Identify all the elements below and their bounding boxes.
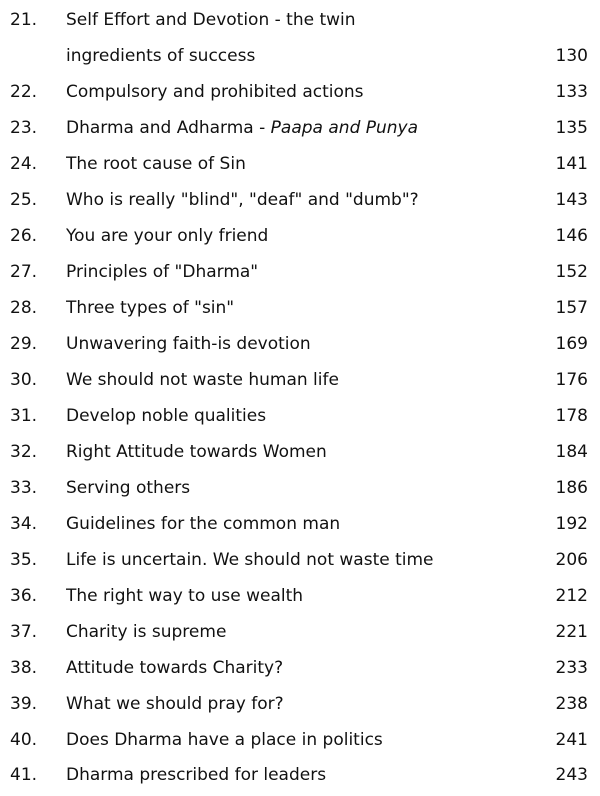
entry-page-number: 192: [555, 514, 588, 534]
toc-entry-21-line-2: [0, 38, 600, 74]
entry-page-number: 169: [555, 334, 588, 354]
entry-number: 31.: [10, 406, 38, 426]
entry-title: Develop noble qualities: [66, 406, 267, 426]
entry-number: 24.: [10, 154, 38, 174]
entry-number: 22.: [10, 82, 38, 102]
entry-page-number: 176: [555, 370, 588, 390]
toc-entry-28: [0, 290, 600, 326]
toc-entry-40: [0, 722, 600, 758]
entry-title: Right Attitude towards Women: [66, 442, 327, 462]
toc-entry-35: [0, 542, 600, 578]
toc-entry-22: [0, 74, 600, 110]
entry-title: You are your only friend: [66, 226, 269, 246]
toc-entry-34: [0, 506, 600, 542]
toc-entry-32: [0, 434, 600, 470]
entry-title: Principles of "Dharma": [66, 262, 259, 282]
entry-title: The root cause of Sin: [66, 154, 246, 174]
entry-title-italic: Paapa and Punya: [270, 118, 419, 138]
entry-page-number: 146: [555, 226, 588, 246]
entry-page-number: 241: [555, 730, 588, 750]
entry-title: Life is uncertain. We should not waste time: [66, 550, 434, 570]
entry-number: 26.: [10, 226, 38, 246]
entry-title: Dharma prescribed for leaders: [66, 765, 327, 785]
entry-number: 34.: [10, 514, 38, 534]
toc-entry-23: [0, 110, 600, 146]
entry-title-roman: Dharma and Adharma -: [66, 118, 271, 138]
entry-page-number: 141: [555, 154, 588, 174]
entry-page-number: 238: [555, 694, 588, 714]
entry-page-number: 143: [555, 190, 588, 210]
toc-entry-38: [0, 650, 600, 686]
toc-entry-21-line-1: [0, 2, 600, 38]
toc-entry-29: [0, 326, 600, 362]
toc-entry-36: [0, 578, 600, 614]
entry-title: Charity is supreme: [66, 622, 227, 642]
entry-number: 39.: [10, 694, 38, 714]
entry-number: 36.: [10, 586, 38, 606]
entry-number: 38.: [10, 658, 38, 678]
toc-entry-27: [0, 254, 600, 290]
entry-number: 27.: [10, 262, 38, 282]
entry-page-number: 243: [555, 765, 588, 785]
toc-entry-25: [0, 182, 600, 218]
entry-title: Three types of "sin": [66, 298, 235, 318]
entry-title-continued: ingredients of success: [66, 46, 256, 66]
toc-entry-24: [0, 146, 600, 182]
entry-page-number: 152: [555, 262, 588, 282]
entry-page-number: 186: [555, 478, 588, 498]
toc-entry-33: [0, 470, 600, 506]
entry-page-number: 135: [555, 118, 588, 138]
entry-number: 29.: [10, 334, 38, 354]
entry-page-number: 130: [555, 46, 588, 66]
entry-number: 23.: [10, 118, 38, 138]
entry-number: 21.: [10, 10, 38, 30]
entry-page-number: 206: [555, 550, 588, 570]
entry-title: Self Effort and Devotion - the twin: [66, 10, 356, 30]
entry-page-number: 233: [555, 658, 588, 678]
entry-title: Attitude towards Charity?: [66, 658, 284, 678]
entry-title: The right way to use wealth: [66, 586, 304, 606]
entry-title: [66, 110, 516, 146]
entry-title: What we should pray for?: [66, 694, 284, 714]
entry-title: We should not waste human life: [66, 370, 339, 390]
toc-entry-37: [0, 614, 600, 650]
toc-entry-41: [0, 757, 600, 793]
entry-number: 37.: [10, 622, 38, 642]
entry-title: Compulsory and prohibited actions: [66, 82, 364, 102]
entry-number: 30.: [10, 370, 38, 390]
toc-entry-39: [0, 686, 600, 722]
entry-title: Who is really "blind", "deaf" and "dumb"?: [66, 190, 419, 210]
entry-number: 25.: [10, 190, 38, 210]
toc-entry-30: [0, 362, 600, 398]
entry-number: 40.: [10, 730, 38, 750]
entry-page-number: 212: [555, 586, 588, 606]
entry-number: 33.: [10, 478, 38, 498]
entry-title: Guidelines for the common man: [66, 514, 341, 534]
toc-entry-26: [0, 218, 600, 254]
entry-title: Does Dharma have a place in politics: [66, 730, 383, 750]
entry-number: 32.: [10, 442, 38, 462]
entry-page-number: 178: [555, 406, 588, 426]
entry-page-number: 184: [555, 442, 588, 462]
entry-number: 28.: [10, 298, 38, 318]
toc-entry-31: [0, 398, 600, 434]
entry-title: Serving others: [66, 478, 191, 498]
entry-number: 41.: [10, 765, 38, 785]
entry-page-number: 157: [555, 298, 588, 318]
entry-number: 35.: [10, 550, 38, 570]
entry-page-number: 133: [555, 82, 588, 102]
entry-page-number: 221: [555, 622, 588, 642]
entry-title: Unwavering faith-is devotion: [66, 334, 311, 354]
